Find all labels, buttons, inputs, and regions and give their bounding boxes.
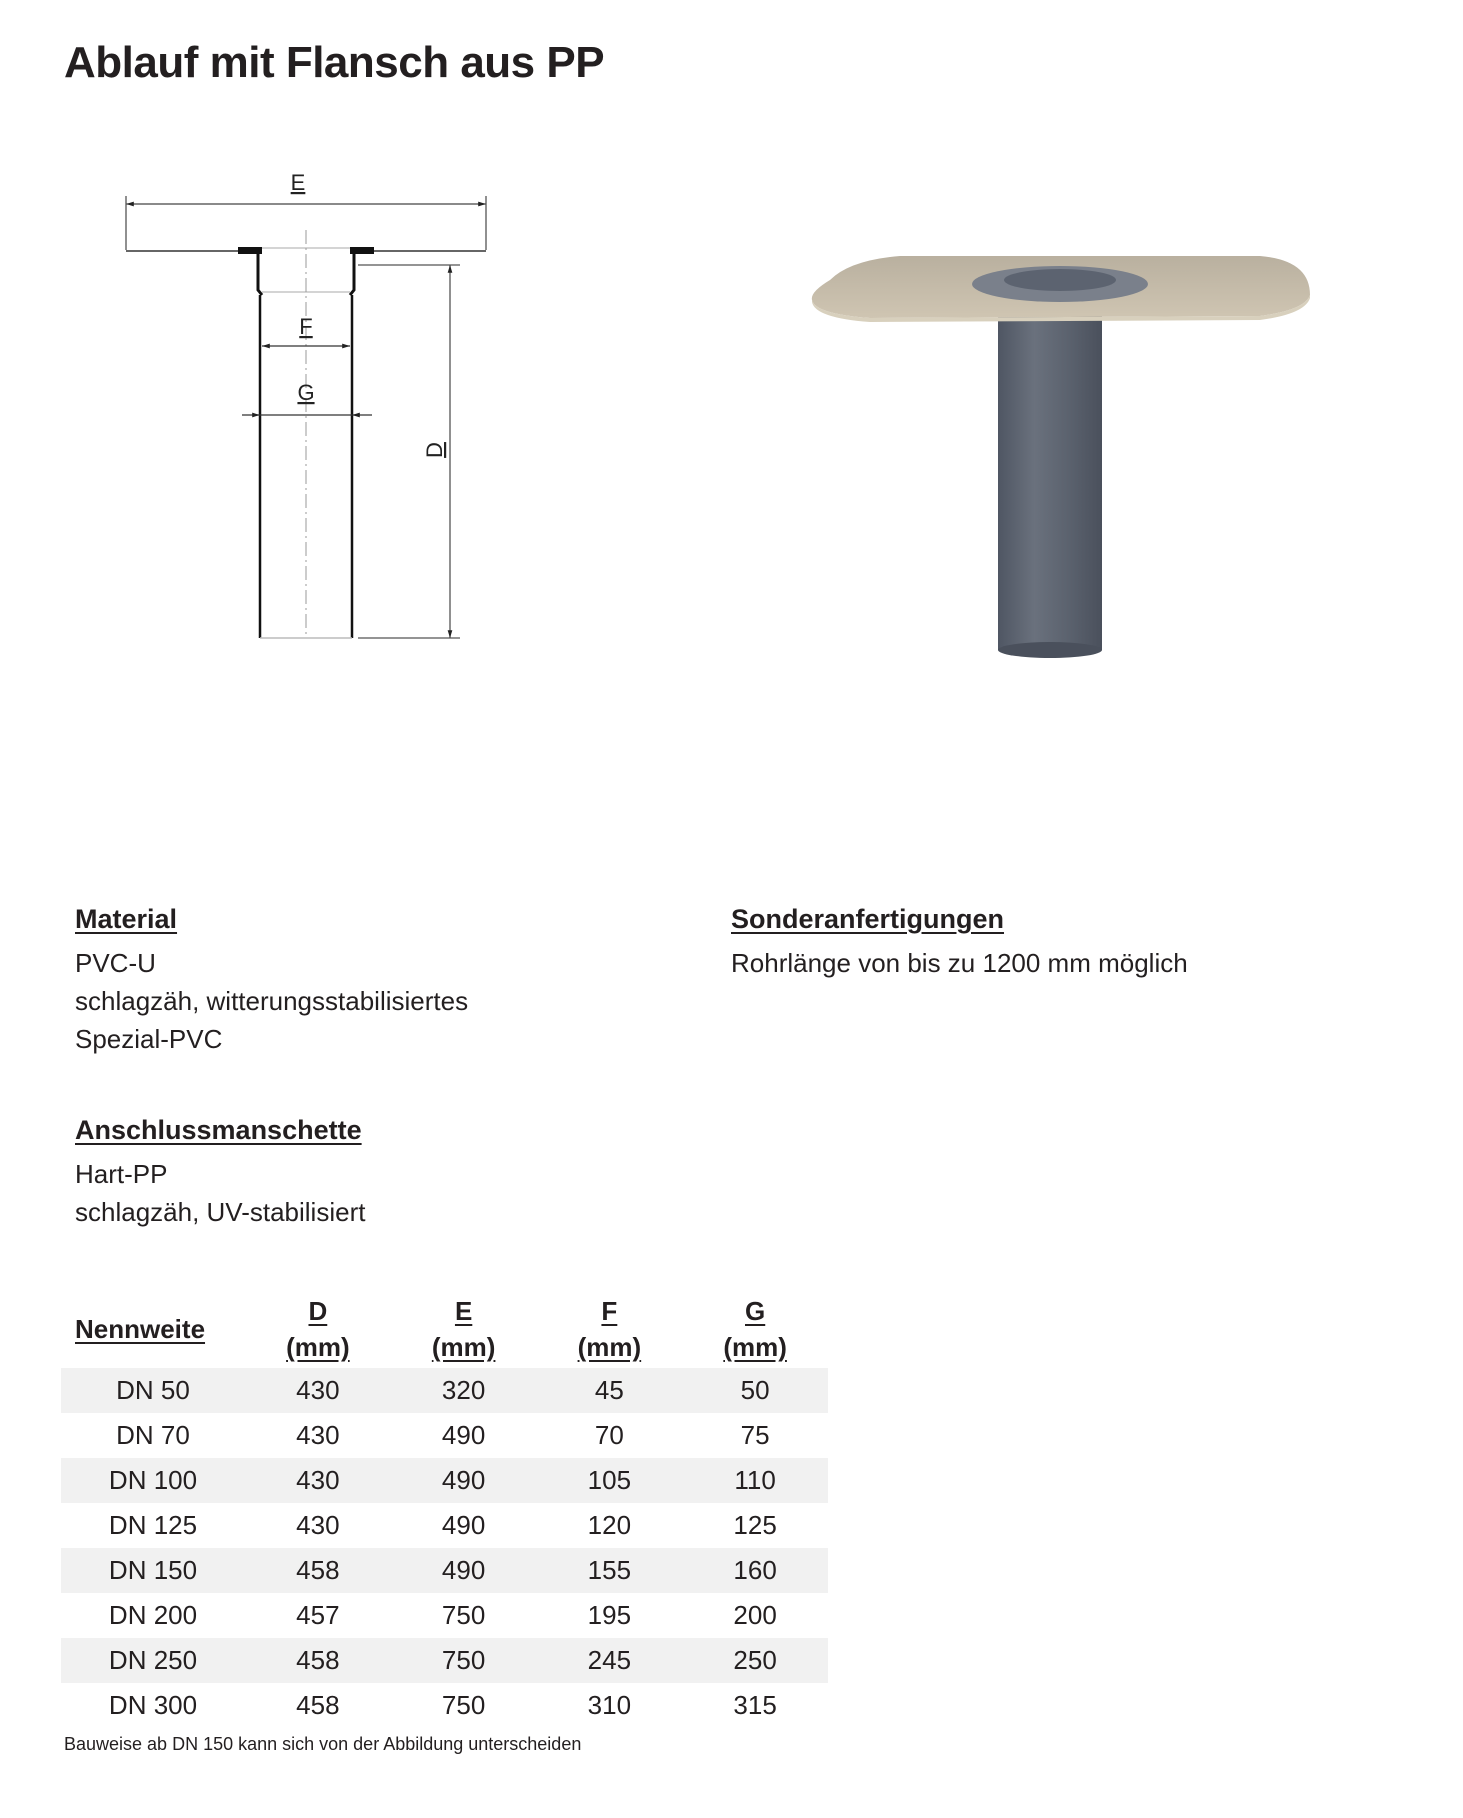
cell-e: 320 [391,1368,537,1413]
material-section [75,900,468,1058]
cell-d: 430 [296,1510,340,1540]
pipe [998,310,1102,650]
cell-nominal-size: DN 70 [116,1420,190,1450]
header-g: G (mm) [723,1296,787,1362]
technical-drawing [110,150,570,750]
cell-e: 750 [441,1690,486,1720]
table-header-row [61,1290,828,1368]
table-row [61,1458,828,1503]
cell-g: 200 [733,1600,777,1630]
header-d: D (mm) [286,1296,350,1362]
cell-f: 120 [587,1510,632,1540]
footnote: Bauweise ab DN 150 kann sich von der Abbildung unterscheiden [64,1734,582,1754]
table-row [61,1503,828,1548]
cell-nominal-size: DN 50 [61,1368,245,1413]
custom-orders-section [731,900,1188,982]
table-row [61,1638,828,1683]
cell-g: 315 [733,1690,777,1720]
cell-f: 245 [537,1638,683,1683]
connection-sleeve-line: Hart-PP [75,1159,168,1189]
cell-nominal-size: DN 100 [61,1458,245,1503]
cell-d: 430 [245,1368,391,1413]
table-row [61,1683,828,1728]
cell-g: 50 [682,1368,828,1413]
cell-f: 310 [587,1690,632,1720]
table-row [61,1413,828,1458]
dimension-label-f: F [299,314,313,339]
cell-g: 75 [740,1420,770,1450]
cell-f: 155 [537,1548,683,1593]
cell-e: 490 [391,1548,537,1593]
cell-d: 458 [296,1690,340,1720]
connection-sleeve-line: schlagzäh, UV-stabilisiert [75,1197,366,1227]
material-line: PVC-U [75,948,156,978]
page-title: Ablauf mit Flansch aus PP [64,38,605,87]
cell-nominal-size: DN 125 [108,1510,198,1540]
cell-g: 250 [682,1638,828,1683]
header-e: E (mm) [431,1296,496,1362]
dimension-label-d: D [422,442,447,458]
cell-g: 160 [682,1548,828,1593]
custom-orders-line: Rohrlänge von bis zu 1200 mm möglich [731,948,1188,978]
dimensions-table [61,1290,828,1728]
cell-nominal-size: DN 200 [108,1600,198,1630]
header-nominal-size: Nennweite [75,1314,206,1344]
cell-d: 457 [296,1600,340,1630]
cell-nominal-size: DN 300 [108,1690,198,1720]
material-line: schlagzäh, witterungsstabilisiertes [75,986,469,1016]
cell-f: 70 [594,1420,624,1450]
cell-d: 430 [245,1458,391,1503]
cell-nominal-size: DN 150 [61,1548,245,1593]
connection-sleeve-section [75,1111,365,1231]
cell-f: 45 [537,1368,683,1413]
cell-e: 750 [441,1600,486,1630]
cell-e: 490 [441,1420,486,1450]
cell-e: 490 [441,1510,486,1540]
material-line: Spezial-PVC [75,1024,223,1054]
cell-nominal-size: DN 250 [61,1638,245,1683]
dimension-label-e: E [290,170,306,195]
cell-f: 105 [537,1458,683,1503]
header-f: F (mm) [577,1296,642,1362]
material-heading: Material [75,904,178,934]
cell-d: 430 [296,1420,340,1450]
dimension-label-g: G [297,380,315,405]
cell-d: 458 [245,1548,391,1593]
cell-f: 195 [587,1600,632,1630]
cell-g: 125 [733,1510,777,1540]
cell-e: 490 [391,1458,537,1503]
product-photo [790,240,1310,670]
cell-d: 458 [245,1638,391,1683]
table-row [61,1593,828,1638]
custom-orders-heading: Sonderanfertigungen [731,904,1005,934]
connection-sleeve-heading: Anschlussmanschette [75,1115,362,1145]
table-row [61,1368,828,1413]
cell-g: 110 [682,1458,828,1503]
table-row [61,1548,828,1593]
cell-e: 750 [391,1638,537,1683]
